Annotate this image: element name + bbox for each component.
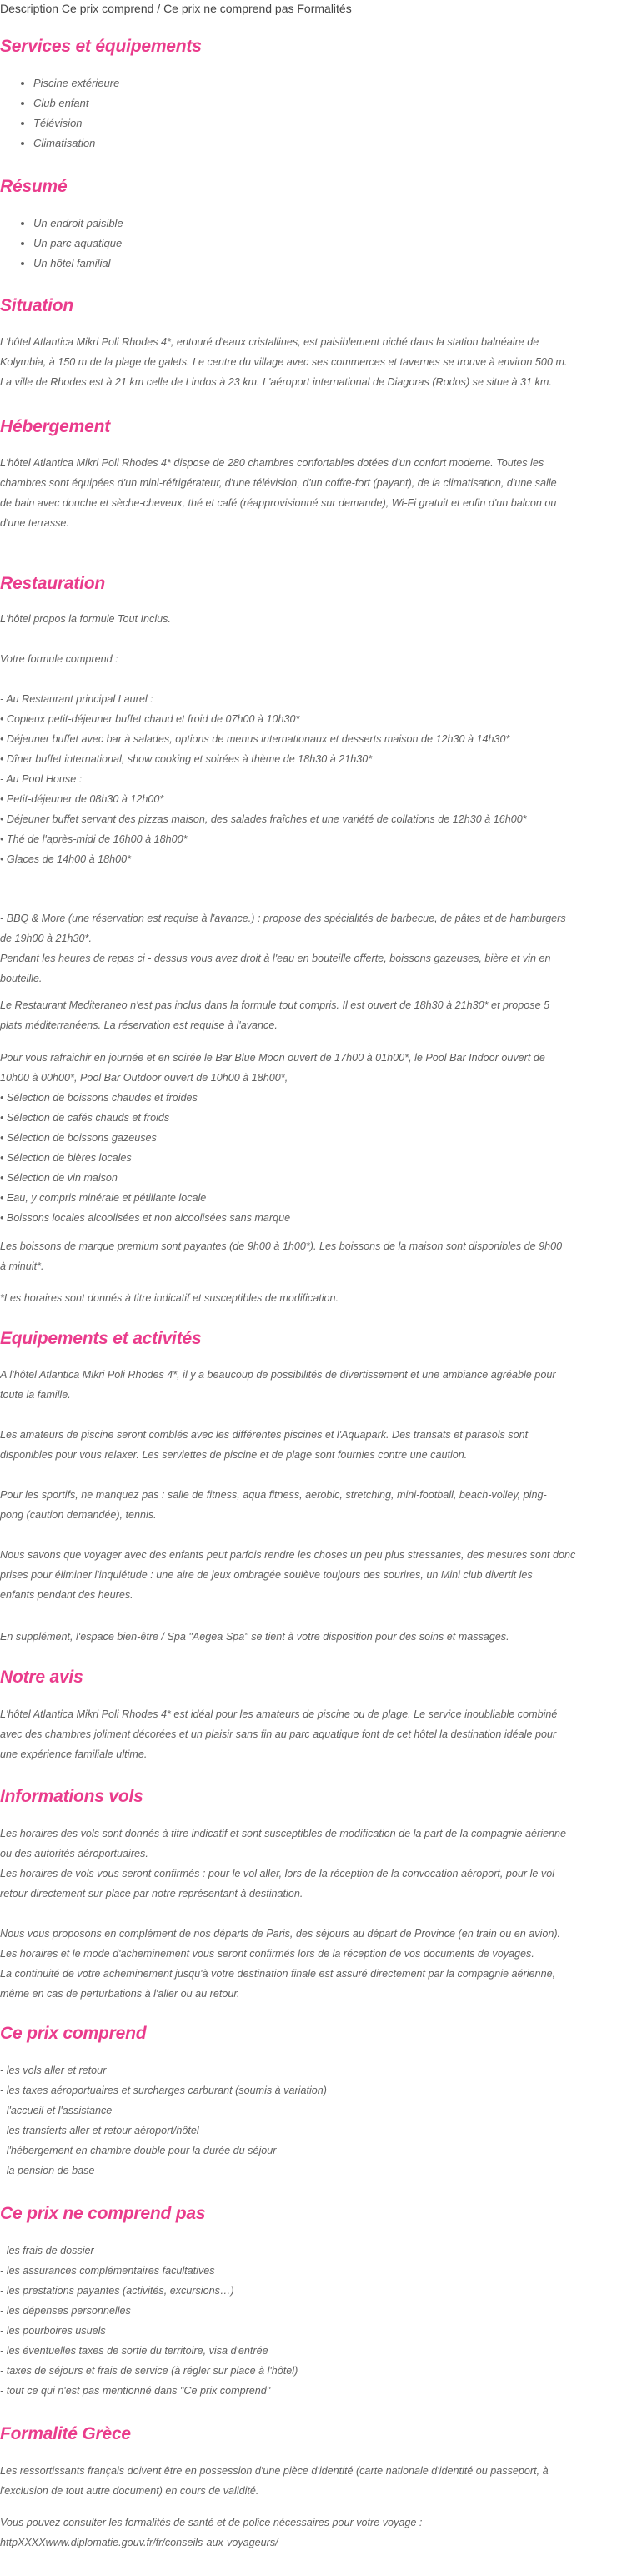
restauration-mediterraneo: Le Restaurant Mediteraneo n'est pas inclus dans la formule tout compris. Il est ouvert de 18h30 à 21h30* et propose 5 plats méditerranéens. La réservation est requise à l'avance. xyxy=(0,999,550,1031)
comprend-heading: Ce prix comprend xyxy=(0,2024,147,2043)
restauration-premium: Les boissons de marque premium sont payantes (de 9h00 à 1h00*). Les boissons de la maison sont disponibles de 9h00 à minuit*. xyxy=(0,1240,563,1272)
restauration-bars: Pour vous rafraichir en journée et en soirée le Bar Blue Moon ouvert de 17h00 à 01h00*, le Pool Bar Indoor ouvert de 10h00 à 00h00*, Pool Bar Outdoor ouvert de 10h00 à 18h00*, • Sélection de boissons chaudes et froides • Sélection de cafés chauds et froids • Sélection de boissons gazeuses • Sélection de bières locales • Sélection de vin maison • Eau, y compris minérale et pétillante locale • Boissons locales alcoolisées et non alcoolisées sans marque xyxy=(0,1052,545,1224)
restauration-formule: Votre formule comprend : xyxy=(0,653,118,665)
resume-heading: Résumé xyxy=(0,177,68,196)
ne-comprend-list: - les frais de dossier - les assurances complémentaires facultatives - les prestations payantes (activités, excursions…) - les dépenses personnelles - les pourboires usuels - les éventuelles taxes de sortie du territoire, visa d'entrée - taxes de séjours et frais de service (à régler sur place à l'hôtel) - tout ce qui n'est pas mentionné dans "Ce prix comprend" xyxy=(0,2245,298,2397)
formalite-para-1: Les ressortissants français doivent être en possession d'une pièce d'identité (carte nationale d'identité ou passeport, à l'exclusion de tout autre document) en cours de validité. xyxy=(0,2465,549,2497)
list-item: • Piscine extérieure xyxy=(33,73,632,93)
list-item: • Un parc aquatique xyxy=(33,234,632,254)
formalite-para-2: Vous pouvez consulter les formalités de santé et de police nécessaires pour votre voyage : httpXXXXwww.diplomatie.gouv.fr/fr/conseils-aux-voyageurs/ xyxy=(0,2513,629,2553)
equipements-para-4: Nous savons que voyager avec des enfants peut parfois rendre les choses un peu plus stressantes, des mesures sont donc prises pour éliminer l'inquiétude : une aire de jeux ombragée soulève toujours des sourires, un Mini club divertit les enfants pendant des heures. xyxy=(0,1549,576,1601)
services-list xyxy=(0,73,632,153)
breadcrumb: Description Ce prix comprend / Ce prix ne comprend pas Formalités xyxy=(0,2,352,15)
restauration-intro: L'hôtel propos la formule Tout Inclus. xyxy=(0,613,171,625)
equipements-para-5: En supplément, l'espace bien-être / Spa "Aegea Spa" se tient à votre disposition pour des soins et massages. xyxy=(0,1631,509,1643)
vols-para-1: Les horaires des vols sont donnés à titre indicatif et sont susceptibles de modification de la part de la compagnie aérienne ou des autorités aéroportuaires. Les horaires de vols vous seront confirmés : pour le vol aller, lors de la réception de la convocation aéroport, pour le vol retour directement sur place par notre représentant à destination. xyxy=(0,1828,567,1899)
vols-para-2: Nous vous proposons en complément de nos départs de Paris, des séjours au départ de Province (en train ou en avion). Les horaires et le mode d'acheminement vous seront confirmés lors de la réception de vos documents de voyages. La continuité de votre acheminement jusqu'à votre destination finale est assuré directement par la compagnie aérienne, même en cas de perturbations à l'aller ou au retour. xyxy=(0,1928,561,2000)
restauration-pool: - Au Pool House : • Petit-déjeuner de 08h30 à 12h00* • Déjeuner buffet servant des pizzas maison, des salades fraîches et une variété de collations de 12h30 à 16h00* • Thé de l'après-midi de 16h00 à 18h00* • Glaces de 14h00 à 18h00* xyxy=(0,773,527,865)
vols-heading: Informations vols xyxy=(0,1787,143,1806)
restauration-bbq: - BBQ & More (une réservation est requise à l'avance.) : propose des spécialités de barbecue, de pâtes et de hamburgers de 19h00 à 21h30*. Pendant les heures de repas ci - dessus vous avez droit à l'eau en bouteille offerte, boissons gazeuses, bière et vin en bouteille. xyxy=(0,913,566,984)
equipements-para-3: Pour les sportifs, ne manquez pas : salle de fitness, aqua fitness, aerobic, stretching, mini-football, beach-volley, ping- pong (caution demandée), tennis. xyxy=(0,1489,547,1521)
list-item: • Club enfant xyxy=(33,93,632,113)
ne-comprend-heading: Ce prix ne comprend pas xyxy=(0,2204,206,2223)
situation-heading: Situation xyxy=(0,296,74,315)
diplomatie-link[interactable]: httpXXXXwww.diplomatie.gouv.fr/fr/conseils-aux-voyageurs/ xyxy=(0,2537,278,2548)
restauration-note: *Les horaires sont donnés à titre indicatif et susceptibles de modification. xyxy=(0,1292,339,1304)
formalite-heading: Formalité Grèce xyxy=(0,2424,131,2443)
comprend-list: - les vols aller et retour - les taxes aéroportuaires et surcharges carburant (soumis à variation) - l'accueil et l'assistance - les transferts aller et retour aéroport/hôtel - l'hébergement en chambre double pour la durée du séjour - la pension de base xyxy=(0,2065,327,2176)
situation-text: L'hôtel Atlantica Mikri Poli Rhodes 4*, entouré d'eaux cristallines, est paisiblement niché dans la station balnéaire de Kolymbia, à 150 m de la plage de galets. Le centre du village avec ses commerces et tavernes se trouve à environ 500 m. La ville de Rhodes est à 21 km celle de Lindos à 23 km. L'aéroport international de Diagoras (Rodos) se situe à 31 km. xyxy=(0,336,568,388)
resume-list xyxy=(0,214,632,274)
hebergement-heading: Hébergement xyxy=(0,417,111,436)
avis-text: L'hôtel Atlantica Mikri Poli Rhodes 4* est idéal pour les amateurs de piscine ou de plage. Le service inoubliable combiné avec des chambres joliment décorées et un plaisir sans fin au parc aquatique font de cet hôtel la destination idéale pour une expérience familiale ultime. xyxy=(0,1708,558,1760)
hebergement-text: L'hôtel Atlantica Mikri Poli Rhodes 4* dispose de 280 chambres confortables dotées d'un confort moderne. Toutes les chambres sont équipées d'un mini-réfrigérateur, d'une télévision, d'un coffre-fort (payant), de la climatisation, d'une salle de bain avec douche et sèche-cheveux, thé et café (réapprovisionné sur demande), Wi-Fi gratuit et enfin d'un balcon ou d'une terrasse. xyxy=(0,457,557,529)
list-item: • Télévision xyxy=(33,113,632,133)
equipements-heading: Equipements et activités xyxy=(0,1329,202,1348)
equipements-para-2: Les amateurs de piscine seront comblés avec les différentes piscines et l'Aquapark. Des transats et parasols sont disponibles pour vous relaxer. Les serviettes de piscine et de plage sont fournies contre une caution. xyxy=(0,1429,529,1461)
restauration-heading: Restauration xyxy=(0,574,105,593)
equipements-para-1: A l'hôtel Atlantica Mikri Poli Rhodes 4*, il y a beaucoup de possibilités de divertissement et une ambiance agréable pour toute la famille. xyxy=(0,1369,556,1401)
list-item: • Climatisation xyxy=(33,133,632,153)
list-item: • Un endroit paisible xyxy=(33,214,632,234)
avis-heading: Notre avis xyxy=(0,1668,83,1687)
restauration-laurel: - Au Restaurant principal Laurel : • Copieux petit-déjeuner buffet chaud et froid de 07h00 à 10h30* • Déjeuner buffet avec bar à salades, options de menus internationaux et desserts maison de 12h30 à 14h30* • Dîner buffet international, show cooking et soirées à thème de 18h30 à 21h30* xyxy=(0,693,510,765)
services-heading: Services et équipements xyxy=(0,37,202,56)
list-item: • Un hôtel familial xyxy=(33,254,632,274)
